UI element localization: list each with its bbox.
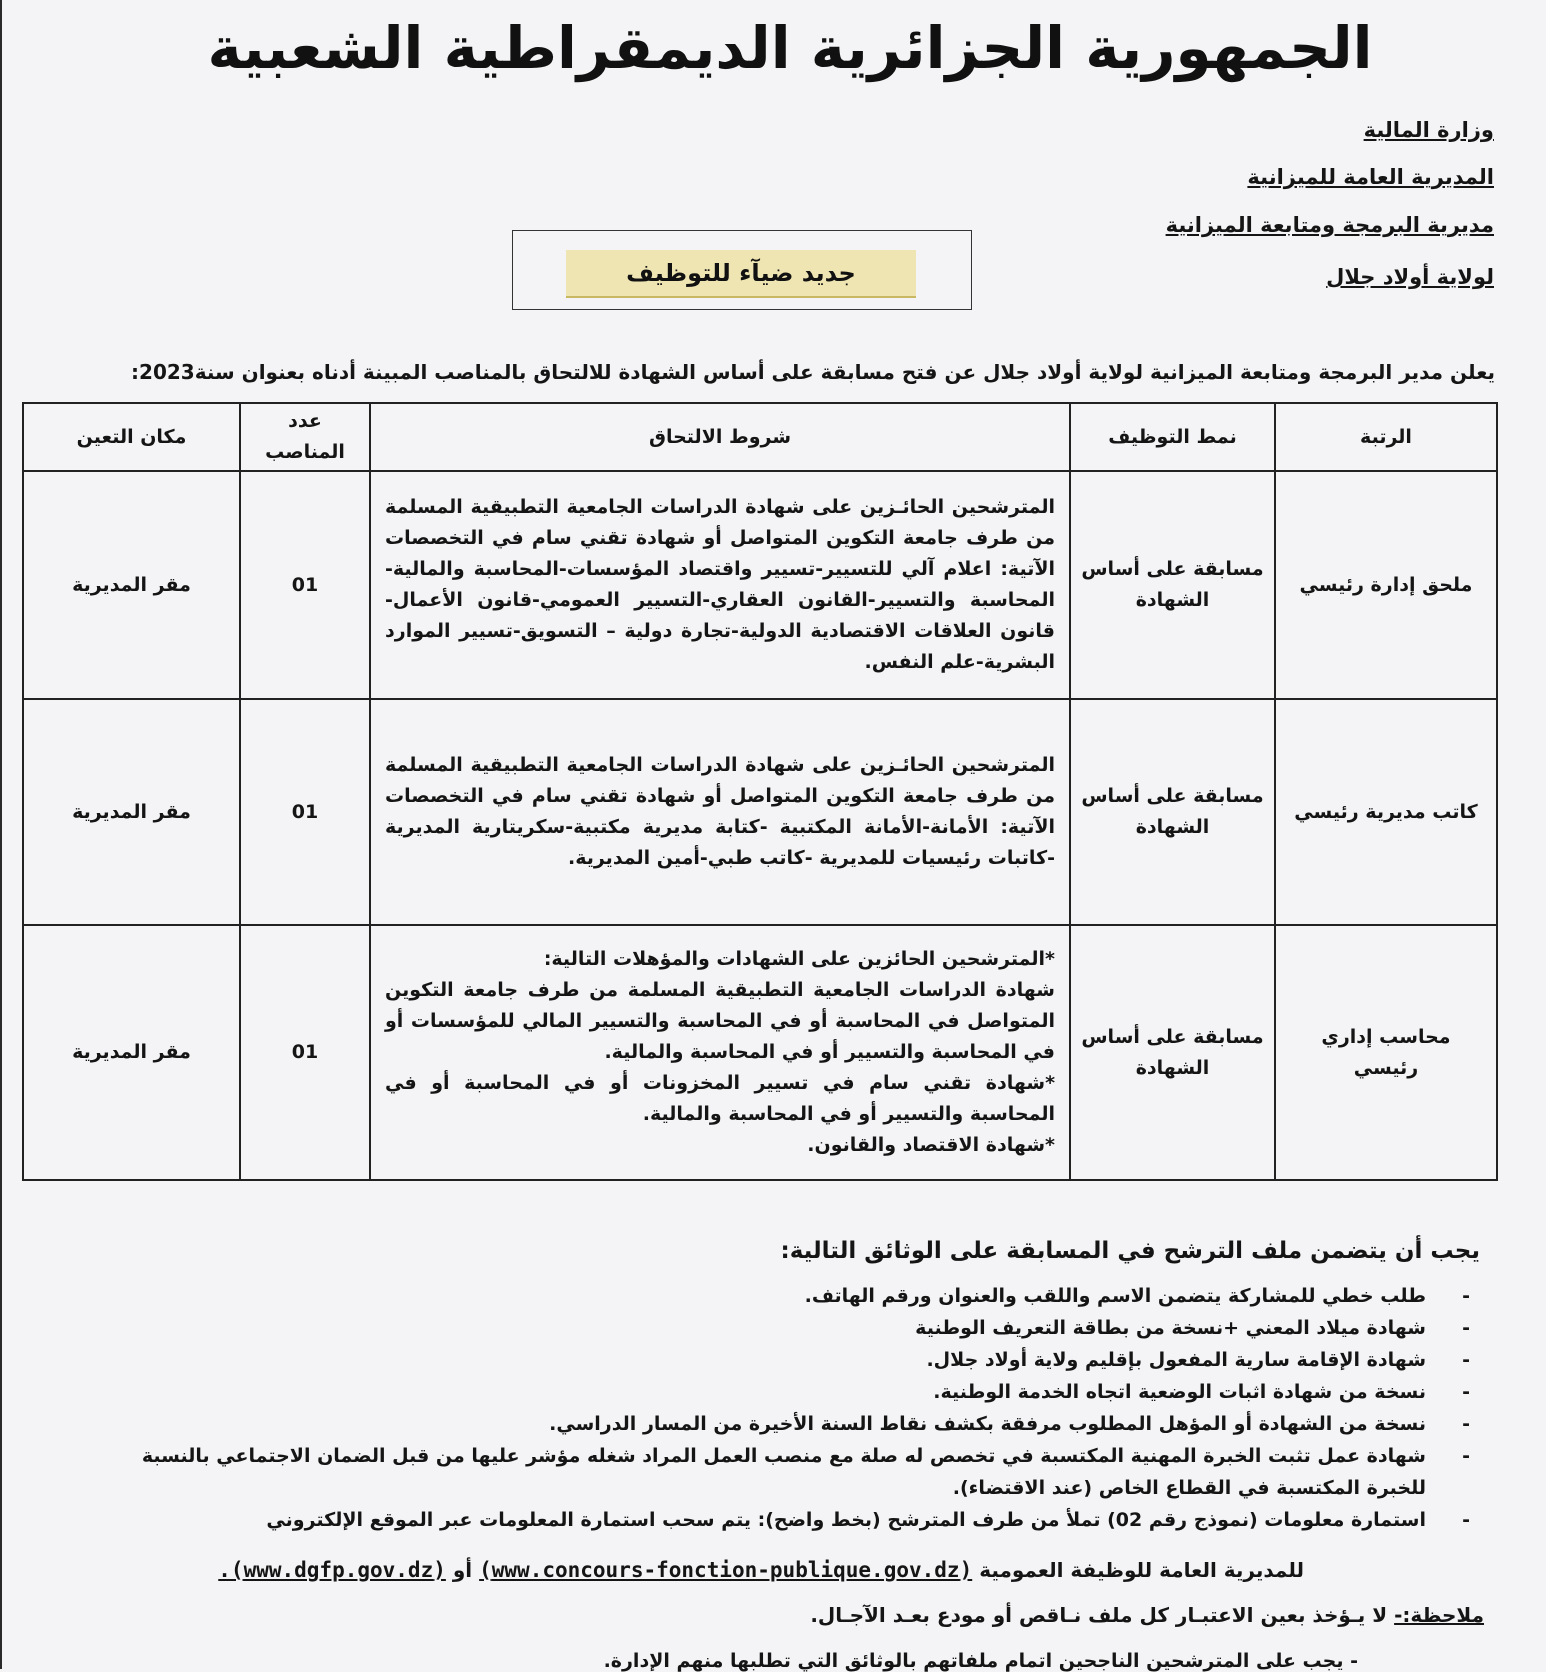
table-header-row [23, 403, 1497, 471]
website-line [218, 1558, 1304, 1582]
page-edge-line [0, 0, 2, 1669]
list-item: - استمارة معلومات (نموذج رقم 02) تملأ من طرف المترشح (بخط واضح): يتم سحب استمارة المعلومات عبر الموقع الإلكتروني [96, 1504, 1426, 1536]
cell-rank: كاتب مديرية رئيسي [1275, 699, 1497, 925]
list-item: - شهادة الإقامة سارية المفعول بإقليم ولاية أولاد جلال. [96, 1344, 1426, 1376]
positions-table [22, 402, 1498, 1181]
note-text: لا يـؤخذ بعين الاعتبـار كل ملف نـاقص أو مودع بعـد الآجـال. [810, 1603, 1388, 1627]
page-title: الجمهورية الجزائرية الديمقراطية الشعبية [207, 14, 1373, 82]
org-line-directorate-general: المديرية العامة للميزانية [1247, 165, 1494, 189]
cell-conditions: المترشحين الحائـزين على شهادة الدراسات الجامعية التطبيقية المسلمة من طرف جامعة التكوين المتواصل أو شهادة تقني سام في التخصصات الآتية: اعلام آلي للتسيير-تسيير واقتصاد المؤسسات-المحاسبة والمالية-المحاسبة والتسيير-القانون العقاري-التسيير العمومي-قانون الأعمال-قانون العلاقات الاقتصادية الدولية-تجارة دولية – التسويق-تسيير الموارد البشرية-علم النفس. [370, 471, 1070, 699]
link-concours-site[interactable]: (www.concours-fonction-publique.gov.dz) [479, 1558, 973, 1582]
cell-conditions: المترشحين الحائـزين على شهادة الدراسات الجامعية التطبيقية المسلمة من طرف جامعة التكوين المتواصل أو شهادة تقني سام في التخصصات الآتية: الأمانة-الأمانة المكتبية -كتابة مديرية مكتبية-سكريتارية المديرية -كاتبات رئيسيات للمديرية -كاتب طبي-أمين المديرية. [370, 699, 1070, 925]
list-item: - طلب خطي للمشاركة يتضمن الاسم واللقب والعنوان ورقم الهاتف. [96, 1280, 1426, 1312]
note-line [810, 1603, 1484, 1627]
cell-rank: ملحق إدارة رئيسي [1275, 471, 1497, 699]
cell-place: مقر المديرية [23, 471, 240, 699]
announcement-intro: يعلن مدير البرمجة ومتابعة الميزانية لولاية أولاد جلال عن فتح مسابقة على أساس الشهادة للالتحاق بالمناصب المبينة أدناه بعنوان سنة2023: [131, 360, 1495, 384]
list-item: - نسخة من شهادة اثبات الوضعية اتجاه الخدمة الوطنية. [96, 1376, 1426, 1408]
list-item: - شهادة ميلاد المعني +نسخة من بطاقة التعريف الوطنية [96, 1312, 1426, 1344]
cell-mode: مسابقة على أساس الشهادة [1070, 699, 1275, 925]
org-line-ministry: وزارة المالية [1363, 118, 1494, 142]
cell-conditions [370, 925, 1070, 1180]
cell-mode: مسابقة على أساس الشهادة [1070, 925, 1275, 1180]
note-label: ملاحظة:- [1394, 1603, 1484, 1627]
documents-heading: يجب أن يتضمن ملف الترشح في المسابقة على الوثائق التالية: [780, 1238, 1480, 1264]
cell-count: 01 [240, 925, 370, 1180]
list-item: - نسخة من الشهادة أو المؤهل المطلوب مرفقة بكشف نقاط السنة الأخيرة من المسار الدراسي. [96, 1408, 1426, 1440]
header-rank: الرتبة [1275, 403, 1497, 471]
header-place: مكان التعين [23, 403, 240, 471]
documents-list [96, 1280, 1426, 1536]
cell-rank: محاسب إداري رئيسي [1275, 925, 1497, 1180]
cell-count: 01 [240, 699, 370, 925]
table-row [23, 699, 1497, 925]
org-line-province: لولاية أولاد جلال [1326, 265, 1494, 289]
final-instruction: - يجب على المترشحين الناجحين اتمام ملفاتهم بالوثائق التي تطلبها منهم الإدارة. [603, 1650, 1358, 1672]
cell-count: 01 [240, 471, 370, 699]
header-conditions: شروط الالتحاق [370, 403, 1070, 471]
table-row [23, 471, 1497, 699]
cell-place: مقر المديرية [23, 925, 240, 1180]
website-prefix: للمديرية العامة للوظيفة العمومية [979, 1558, 1304, 1582]
list-item: - شهادة عمل تثبت الخبرة المهنية المكتسبة في تخصص له صلة مع منصب العمل المراد شغله مؤشر عليها من قبل الضمان الاجتماعي بالنسبة للخبرة المكتسبة في القطاع الخاص (عند الاقتضاء). [96, 1440, 1426, 1504]
website-or: أو [452, 1558, 473, 1582]
org-line-directorate: مديرية البرمجة ومتابعة الميزانية [1165, 213, 1494, 237]
cell-place: مقر المديرية [23, 699, 240, 925]
condition-line: شهادة الدراسات الجامعية التطبيقية المسلمة من طرف جامعة التكوين المتواصل في المحاسبة أو في المحاسبة والتسيير المالي للمؤسسات أو في المحاسبة والتسيير أو في المحاسبة والمالية. [385, 979, 1055, 1063]
cell-mode: مسابقة على أساس الشهادة [1070, 471, 1275, 699]
condition-line: *شهادة الاقتصاد والقانون. [807, 1134, 1055, 1156]
table-row [23, 925, 1497, 1180]
header-mode: نمط التوظيف [1070, 403, 1275, 471]
header-count: عدد المناصب [240, 403, 370, 471]
condition-line: *المترشحين الحائزين على الشهادات والمؤهلات التالية: [543, 948, 1055, 970]
link-dgfp-site[interactable]: (www.dgfp.gov.dz). [218, 1558, 446, 1582]
condition-line: *شهادة تقني سام في تسيير المخزونات أو في المحاسبة أو في المحاسبة والتسيير أو في المحاسبة والمالية. [385, 1072, 1055, 1125]
banner-label: جديد ضيآء للتوظيف [566, 250, 916, 298]
